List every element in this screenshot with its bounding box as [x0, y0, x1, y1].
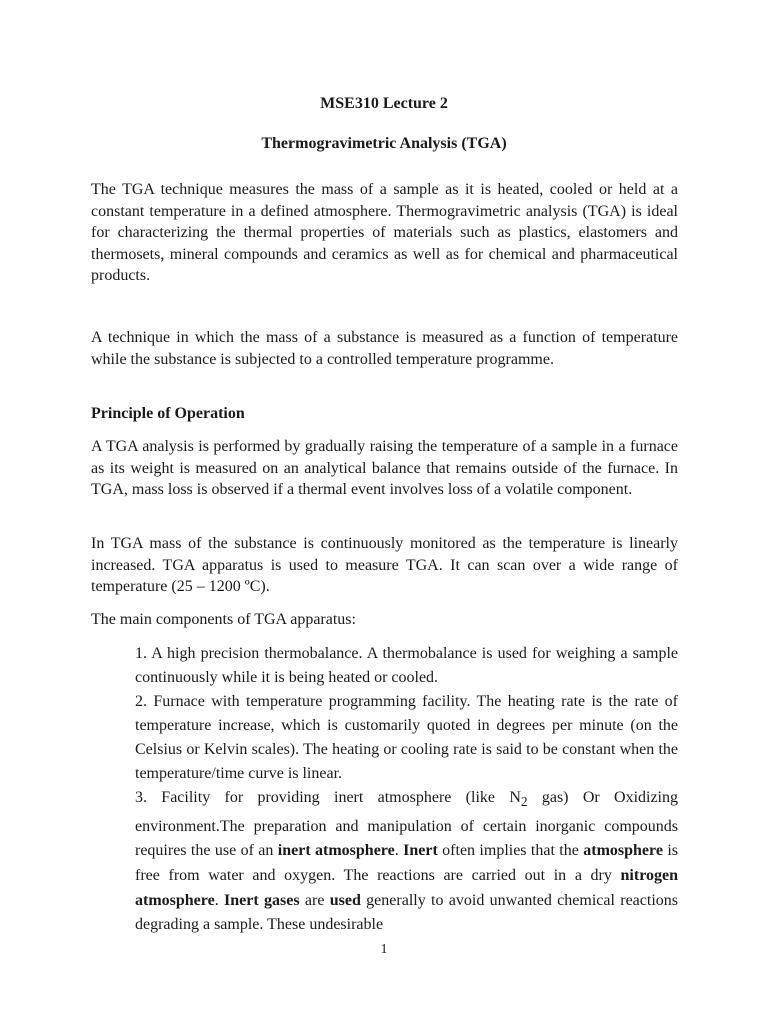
c3-subscript: 2 — [520, 794, 528, 810]
topic-title: Thermogravimetric Analysis (TGA) — [261, 135, 507, 152]
c3-bold-inert: Inert — [403, 842, 438, 860]
c3-part-4: often implies that the — [437, 842, 584, 860]
component-item-3-text — [135, 786, 678, 938]
component-item-2 — [135, 690, 678, 786]
c3-part-1: 3. Facility for providing inert atmosphere (like N — [135, 789, 521, 806]
c3-part-7: are — [299, 891, 330, 909]
c3-part-2: gas) Or Oxidizing environment.The preparation and manipulation of certain inorganic compounds requires the use of an — [135, 789, 679, 860]
c3-part-6: . — [214, 891, 225, 909]
c3-bold-inert-gases: Inert gases — [224, 891, 300, 909]
monitoring-paragraph: In TGA mass of the substance is continuously monitored as the temperature is linearly increased. TGA apparatus is used to measure TGA. It can scan over a wide range of temperature (25 – 1200 ºC). — [91, 535, 678, 596]
c3-part-3: . — [394, 842, 404, 860]
c3-bold-inert-atmosphere: inert atmosphere — [277, 842, 395, 860]
c3-bold-atmosphere: atmosphere — [583, 842, 663, 860]
c3-part-5: is free from water and oxygen. The reactions are carried out in a dry — [135, 842, 678, 884]
intro-paragraph: The TGA technique measures the mass of a sample as it is heated, cooled or held at a constant temperature in a defined atmosphere. Thermogravimetric analysis (TGA) is ideal for characterizing the thermal properties of materials such as plastics, elastomers and thermosets, mineral compounds and ceramics as well as for chemical and pharmaceutical products. — [91, 181, 678, 285]
definition-paragraph: A technique in which the mass of a substance is measured as a function of temperature while the substance is subjected to a controlled temperature programme. — [91, 329, 678, 368]
c3-bold-nitrogen-atmosphere: nitrogen atmosphere — [135, 866, 678, 909]
c3-bold-used: used — [329, 891, 361, 909]
principle-paragraph: A TGA analysis is performed by gradually raising the temperature of a sample in a furnace as its weight is measured on an analytical balance that remains outside of the furnace. In TGA, mass loss is observed if a thermal event involves loss of a volatile component. — [91, 438, 678, 499]
component-item-2-text: 2. Furnace with temperature programming facility. The heating rate is the rate of temperature increase, which is customarily quoted in degrees per minute (on the Celsius or Kelvin scales). The heating or cooling rate is said to be constant when the temperature/time curve is linear. — [135, 693, 678, 782]
component-item-3 — [135, 786, 678, 938]
components-intro: The main components of TGA apparatus: — [91, 611, 356, 628]
component-item-1 — [135, 642, 678, 690]
section-heading: Principle of Operation — [91, 405, 245, 422]
c3-part-8: generally to avoid unwanted chemical reactions degrading a sample. These undesirable — [135, 891, 678, 934]
page-number: 1 — [380, 942, 388, 957]
course-title: MSE310 Lecture 2 — [320, 95, 448, 112]
component-item-1-text: 1. A high precision thermobalance. A thermobalance is used for weighing a sample continuously while it is being heated or cooled. — [135, 645, 678, 686]
